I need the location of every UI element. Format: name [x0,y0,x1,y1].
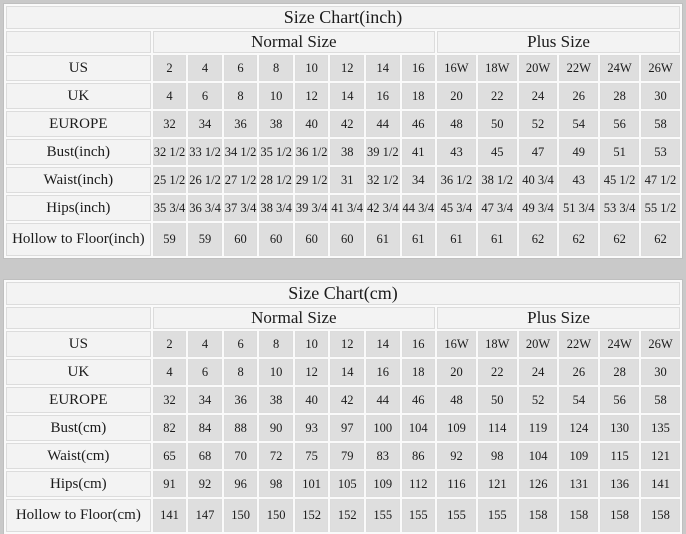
size-cell: 47 1/2 [641,167,680,193]
size-cell: 40 3/4 [519,167,558,193]
table-row [6,387,680,413]
size-cell: 34 [188,111,222,137]
size-cell: 16 [402,331,436,357]
size-cell: 33 1/2 [188,139,222,165]
row-label: EUROPE [6,387,151,413]
size-cell: 147 [188,499,222,532]
size-cell: 45 3/4 [437,195,476,221]
size-cell: 44 3/4 [402,195,436,221]
corner-cell [6,31,151,53]
size-cell: 16W [437,55,476,81]
row-label: UK [6,83,151,109]
size-cell: 152 [295,499,329,532]
size-cell: 6 [224,331,258,357]
size-cell: 18W [478,55,517,81]
size-cell: 38 [330,139,364,165]
row-label: Bust(inch) [6,139,151,165]
size-cell: 136 [600,471,639,497]
table-row [6,443,680,469]
size-cell: 53 [641,139,680,165]
size-cell: 28 [600,359,639,385]
size-cell: 112 [402,471,436,497]
size-chart-inch-table [4,4,682,258]
size-cell: 16 [366,83,400,109]
size-cell: 48 [437,387,476,413]
size-cell: 2 [153,331,187,357]
column-group-row [6,307,680,329]
size-cell: 68 [188,443,222,469]
size-cell: 2 [153,55,187,81]
size-cell: 86 [402,443,436,469]
row-label: Hips(inch) [6,195,151,221]
size-cell: 4 [188,331,222,357]
size-cell: 96 [224,471,258,497]
row-label: US [6,55,151,81]
table-row [6,111,680,137]
size-cell: 141 [153,499,187,532]
size-cell: 158 [600,499,639,532]
size-cell: 36 3/4 [188,195,222,221]
size-chart-cm-table [4,280,682,534]
table-row [6,359,680,385]
size-cell: 50 [478,387,517,413]
table-row [6,83,680,109]
size-cell: 42 [330,387,364,413]
column-group-header: Normal Size [153,31,435,53]
size-cell: 97 [330,415,364,441]
size-cell: 38 [259,111,293,137]
column-group-row [6,31,680,53]
size-cell: 45 [478,139,517,165]
size-cell: 61 [478,223,517,256]
size-cell: 60 [295,223,329,256]
size-cell: 104 [519,443,558,469]
size-cell: 59 [188,223,222,256]
table-row [6,55,680,81]
size-cell: 43 [437,139,476,165]
row-label: EUROPE [6,111,151,137]
size-cell: 59 [153,223,187,256]
size-cell: 101 [295,471,329,497]
corner-cell [6,307,151,329]
size-cell: 43 [559,167,598,193]
size-cell: 141 [641,471,680,497]
size-cell: 60 [224,223,258,256]
size-cell: 16 [366,359,400,385]
table-row [6,331,680,357]
size-cell: 98 [259,471,293,497]
size-cell: 109 [559,443,598,469]
size-cell: 155 [478,499,517,532]
size-cell: 37 3/4 [224,195,258,221]
size-cell: 116 [437,471,476,497]
size-cell: 14 [330,359,364,385]
table-row [6,195,680,221]
row-label: UK [6,359,151,385]
size-cell: 61 [366,223,400,256]
size-cell: 34 1/2 [224,139,258,165]
size-cell: 8 [259,55,293,81]
size-cell: 32 1/2 [366,167,400,193]
size-cell: 130 [600,415,639,441]
size-cell: 26 [559,83,598,109]
row-label: Hips(cm) [6,471,151,497]
size-cell: 84 [188,415,222,441]
size-cell: 70 [224,443,258,469]
size-cell: 150 [259,499,293,532]
size-cell: 28 [600,83,639,109]
size-cell: 30 [641,359,680,385]
size-cell: 92 [437,443,476,469]
size-cell: 131 [559,471,598,497]
size-cell: 41 3/4 [330,195,364,221]
size-cell: 34 [402,167,436,193]
size-cell: 6 [224,55,258,81]
row-label: US [6,331,151,357]
size-cell: 104 [402,415,436,441]
size-cell: 31 [330,167,364,193]
size-cell: 114 [478,415,517,441]
size-cell: 39 3/4 [295,195,329,221]
size-cell: 121 [478,471,517,497]
size-cell: 150 [224,499,258,532]
size-cell: 40 [295,111,329,137]
size-cell: 36 1/2 [437,167,476,193]
size-cell: 109 [437,415,476,441]
size-cell: 82 [153,415,187,441]
size-cell: 12 [330,55,364,81]
size-cell: 4 [153,83,187,109]
size-cell: 24W [600,55,639,81]
size-cell: 47 3/4 [478,195,517,221]
size-cell: 48 [437,111,476,137]
size-cell: 14 [330,83,364,109]
size-cell: 46 [402,387,436,413]
table-title: Size Chart(inch) [6,6,680,29]
size-cell: 34 [188,387,222,413]
row-label: Bust(cm) [6,415,151,441]
size-cell: 115 [600,443,639,469]
size-cell: 38 3/4 [259,195,293,221]
size-cell: 26 [559,359,598,385]
size-cell: 8 [224,359,258,385]
size-cell: 40 [295,387,329,413]
size-cell: 100 [366,415,400,441]
size-cell: 155 [437,499,476,532]
size-cell: 16 [402,55,436,81]
row-label: Waist(inch) [6,167,151,193]
size-cell: 93 [295,415,329,441]
size-cell: 119 [519,415,558,441]
size-cell: 58 [641,111,680,137]
size-cell: 52 [519,111,558,137]
size-cell: 22W [559,331,598,357]
size-cell: 18W [478,331,517,357]
size-cell: 10 [259,359,293,385]
size-cell: 62 [559,223,598,256]
table-row [6,471,680,497]
size-cell: 121 [641,443,680,469]
size-cell: 44 [366,387,400,413]
size-cell: 35 1/2 [259,139,293,165]
size-cell: 20W [519,55,558,81]
size-cell: 8 [224,83,258,109]
column-group-header: Normal Size [153,307,435,329]
size-cell: 24 [519,83,558,109]
size-cell: 46 [402,111,436,137]
size-cell: 79 [330,443,364,469]
size-cell: 60 [330,223,364,256]
size-cell: 26W [641,331,680,357]
size-cell: 12 [330,331,364,357]
size-cell: 4 [188,55,222,81]
size-cell: 42 3/4 [366,195,400,221]
size-cell: 75 [295,443,329,469]
title-row [6,6,680,29]
size-cell: 49 [559,139,598,165]
size-cell: 10 [295,55,329,81]
size-cell: 36 [224,111,258,137]
size-cell: 52 [519,387,558,413]
size-cell: 26W [641,55,680,81]
size-cell: 51 3/4 [559,195,598,221]
size-cell: 62 [519,223,558,256]
size-cell: 22 [478,83,517,109]
title-row [6,282,680,305]
size-cell: 24 [519,359,558,385]
size-cell: 88 [224,415,258,441]
size-cell: 32 1/2 [153,139,187,165]
size-cell: 20 [437,359,476,385]
size-cell: 30 [641,83,680,109]
size-cell: 35 3/4 [153,195,187,221]
size-cell: 135 [641,415,680,441]
size-cell: 50 [478,111,517,137]
size-cell: 158 [519,499,558,532]
size-cell: 47 [519,139,558,165]
size-cell: 14 [366,55,400,81]
table-row [6,139,680,165]
size-cell: 38 [259,387,293,413]
size-cell: 26 1/2 [188,167,222,193]
row-label: Waist(cm) [6,443,151,469]
size-cell: 42 [330,111,364,137]
size-cell: 56 [600,387,639,413]
size-cell: 55 1/2 [641,195,680,221]
size-cell: 65 [153,443,187,469]
size-cell: 126 [519,471,558,497]
size-cell: 62 [641,223,680,256]
size-cell: 105 [330,471,364,497]
size-cell: 49 3/4 [519,195,558,221]
table-row [6,415,680,441]
size-cell: 158 [641,499,680,532]
size-cell: 18 [402,83,436,109]
size-cell: 92 [188,471,222,497]
size-cell: 10 [295,331,329,357]
size-cell: 90 [259,415,293,441]
column-group-header: Plus Size [437,307,680,329]
size-cell: 54 [559,111,598,137]
size-cell: 155 [366,499,400,532]
size-cell: 22W [559,55,598,81]
size-cell: 28 1/2 [259,167,293,193]
size-cell: 36 [224,387,258,413]
size-cell: 10 [259,83,293,109]
size-cell: 56 [600,111,639,137]
size-cell: 20 [437,83,476,109]
size-cell: 51 [600,139,639,165]
size-cell: 16W [437,331,476,357]
size-cell: 53 3/4 [600,195,639,221]
size-cell: 14 [366,331,400,357]
size-cell: 83 [366,443,400,469]
size-cell: 24W [600,331,639,357]
size-cell: 62 [600,223,639,256]
size-cell: 44 [366,111,400,137]
size-cell: 61 [402,223,436,256]
size-cell: 38 1/2 [478,167,517,193]
table-row [6,223,680,256]
size-cell: 4 [153,359,187,385]
size-cell: 41 [402,139,436,165]
row-label: Hollow to Floor(inch) [6,223,151,256]
size-cell: 152 [330,499,364,532]
size-cell: 20W [519,331,558,357]
table-title: Size Chart(cm) [6,282,680,305]
size-cell: 22 [478,359,517,385]
size-cell: 29 1/2 [295,167,329,193]
size-cell: 27 1/2 [224,167,258,193]
size-cell: 8 [259,331,293,357]
size-cell: 91 [153,471,187,497]
size-cell: 36 1/2 [295,139,329,165]
size-cell: 54 [559,387,598,413]
size-cell: 98 [478,443,517,469]
size-cell: 12 [295,83,329,109]
size-cell: 6 [188,83,222,109]
size-cell: 32 [153,111,187,137]
size-cell: 6 [188,359,222,385]
size-cell: 60 [259,223,293,256]
size-cell: 72 [259,443,293,469]
table-row [6,167,680,193]
size-cell: 39 1/2 [366,139,400,165]
size-cell: 155 [402,499,436,532]
column-group-header: Plus Size [437,31,680,53]
size-cell: 25 1/2 [153,167,187,193]
size-cell: 109 [366,471,400,497]
size-cell: 45 1/2 [600,167,639,193]
table-row [6,499,680,532]
size-cell: 12 [295,359,329,385]
size-cell: 158 [559,499,598,532]
size-cell: 58 [641,387,680,413]
size-cell: 18 [402,359,436,385]
size-cell: 124 [559,415,598,441]
row-label: Hollow to Floor(cm) [6,499,151,532]
size-cell: 61 [437,223,476,256]
size-cell: 32 [153,387,187,413]
